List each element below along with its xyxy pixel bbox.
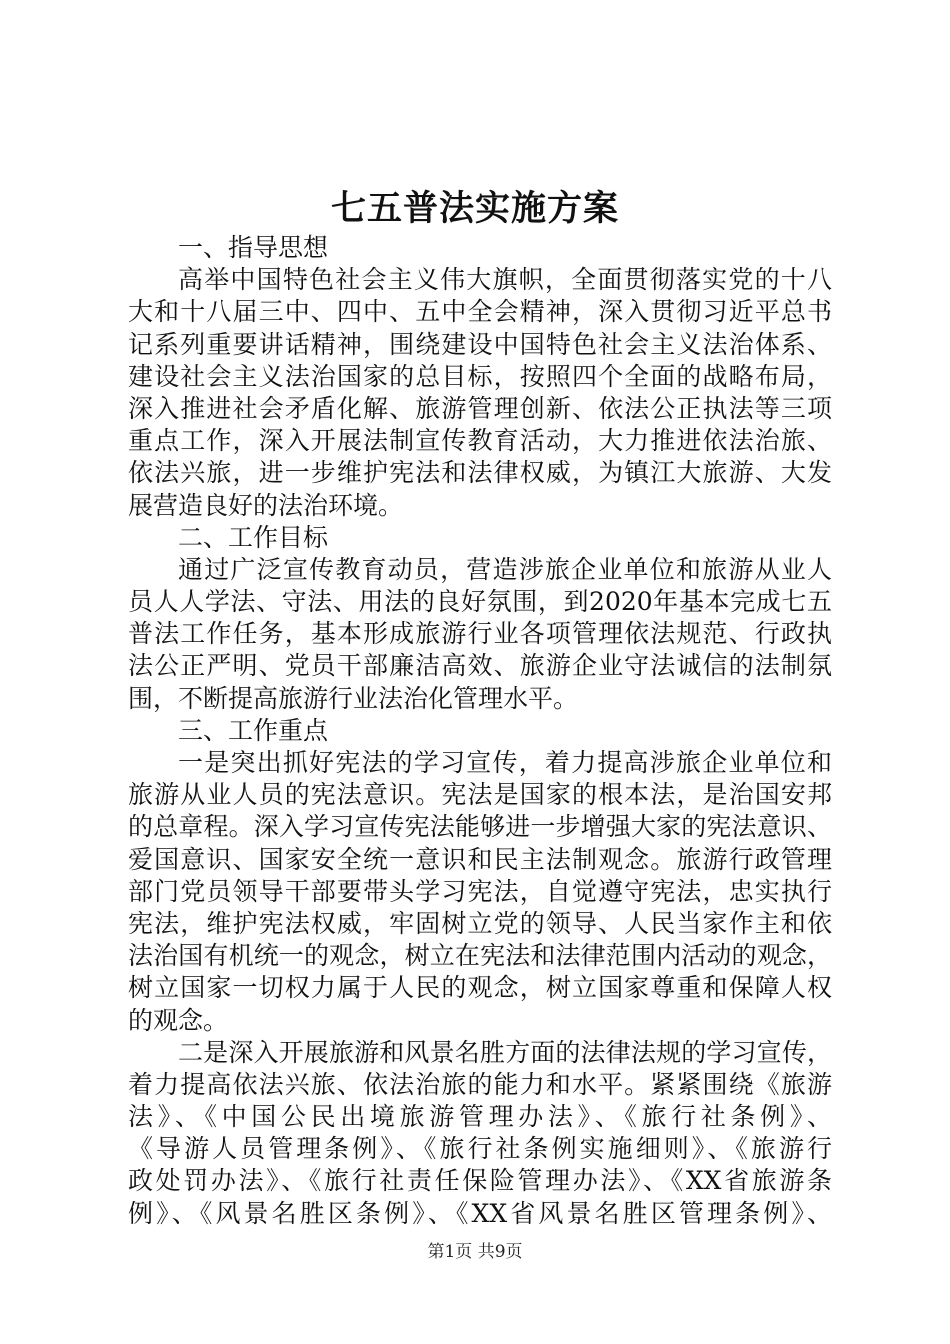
section-heading: 三、工作重点 [178, 715, 329, 745]
text-line: 宪法，维护宪法权威，牢固树立党的领导、人民当家作主和依 [128, 908, 832, 938]
text-line: 部门党员领导干部要带头学习宪法，自觉遵守宪法，忠实执行 [128, 876, 832, 906]
text-line: 例》、《风景名胜区条例》、《XX省风景名胜区管理条例》、 [128, 1198, 832, 1228]
text-line: 展营造良好的法治环境。 [128, 490, 404, 520]
text-line: 树立国家一切权力属于人民的观念，树立国家尊重和保障人权 [128, 973, 832, 1003]
text-line: 着力提高依法兴旅、依法治旅的能力和水平。紧紧围绕《旅游 [128, 1069, 832, 1099]
text-line: 依法兴旅，进一步维护宪法和法律权威，为镇江大旅游、大发 [128, 458, 832, 488]
section-heading: 二、工作目标 [178, 522, 329, 552]
text-line: 普法工作任务，基本形成旅游行业各项管理依法规范、行政执 [128, 619, 832, 649]
text-line: 旅游从业人员的宪法意识。宪法是国家的根本法，是治国安邦 [128, 780, 832, 810]
text-line: 法治国有机统一的观念，树立在宪法和法律范围内活动的观念， [128, 941, 832, 971]
text-line: 政处罚办法》、《旅行社责任保险管理办法》、《XX省旅游条 [128, 1166, 832, 1196]
text-line: 《导游人员管理条例》、《旅行社条例实施细则》、《旅游行 [128, 1134, 832, 1164]
text-line: 重点工作，深入开展法制宣传教育活动，大力推进依法治旅、 [128, 426, 832, 456]
text-line: 深入推进社会矛盾化解、旅游管理创新、依法公正执法等三项 [128, 393, 832, 423]
text-line: 二是深入开展旅游和风景名胜方面的法律法规的学习宣传， [178, 1037, 832, 1067]
text-line: 法》、《中国公民出境旅游管理办法》、《旅行社条例》、 [128, 1102, 832, 1132]
text-line: 围，不断提高旅游行业法治化管理水平。 [128, 683, 579, 713]
document-body [128, 232, 832, 1230]
text-line: 一是突出抓好宪法的学习宣传，着力提高涉旅企业单位和 [178, 748, 832, 777]
text-line: 的观念。 [128, 1005, 229, 1035]
section-heading: 一、指导思想 [178, 233, 329, 262]
text-line: 法公正严明、党员干部廉洁高效、旅游企业守法诚信的法制氛 [128, 651, 832, 681]
page-footer: 第1页 共9页 [427, 1242, 523, 1262]
text-line: 建设社会主义法治国家的总目标，按照四个全面的战略布局， [128, 361, 832, 391]
text-line: 通过广泛宣传教育动员，营造涉旅企业单位和旅游从业人 [178, 554, 832, 584]
text-line: 的总章程。深入学习宣传宪法能够进一步增强大家的宪法意识、 [128, 812, 832, 842]
text-line: 记系列重要讲话精神，围绕建设中国特色社会主义法治体系、 [128, 329, 832, 359]
document-title: 七五普法实施方案 [330, 188, 619, 229]
text-line: 大和十八届三中、四中、五中全会精神，深入贯彻习近平总书 [128, 297, 832, 327]
text-line: 员人人学法、守法、用法的良好氛围，到2020年基本完成七五 [128, 587, 832, 617]
text-line: 爱国意识、国家安全统一意识和民主法制观念。旅游行政管理 [128, 844, 832, 874]
text-line: 高举中国特色社会主义伟大旗帜，全面贯彻落实党的十八 [178, 265, 832, 295]
